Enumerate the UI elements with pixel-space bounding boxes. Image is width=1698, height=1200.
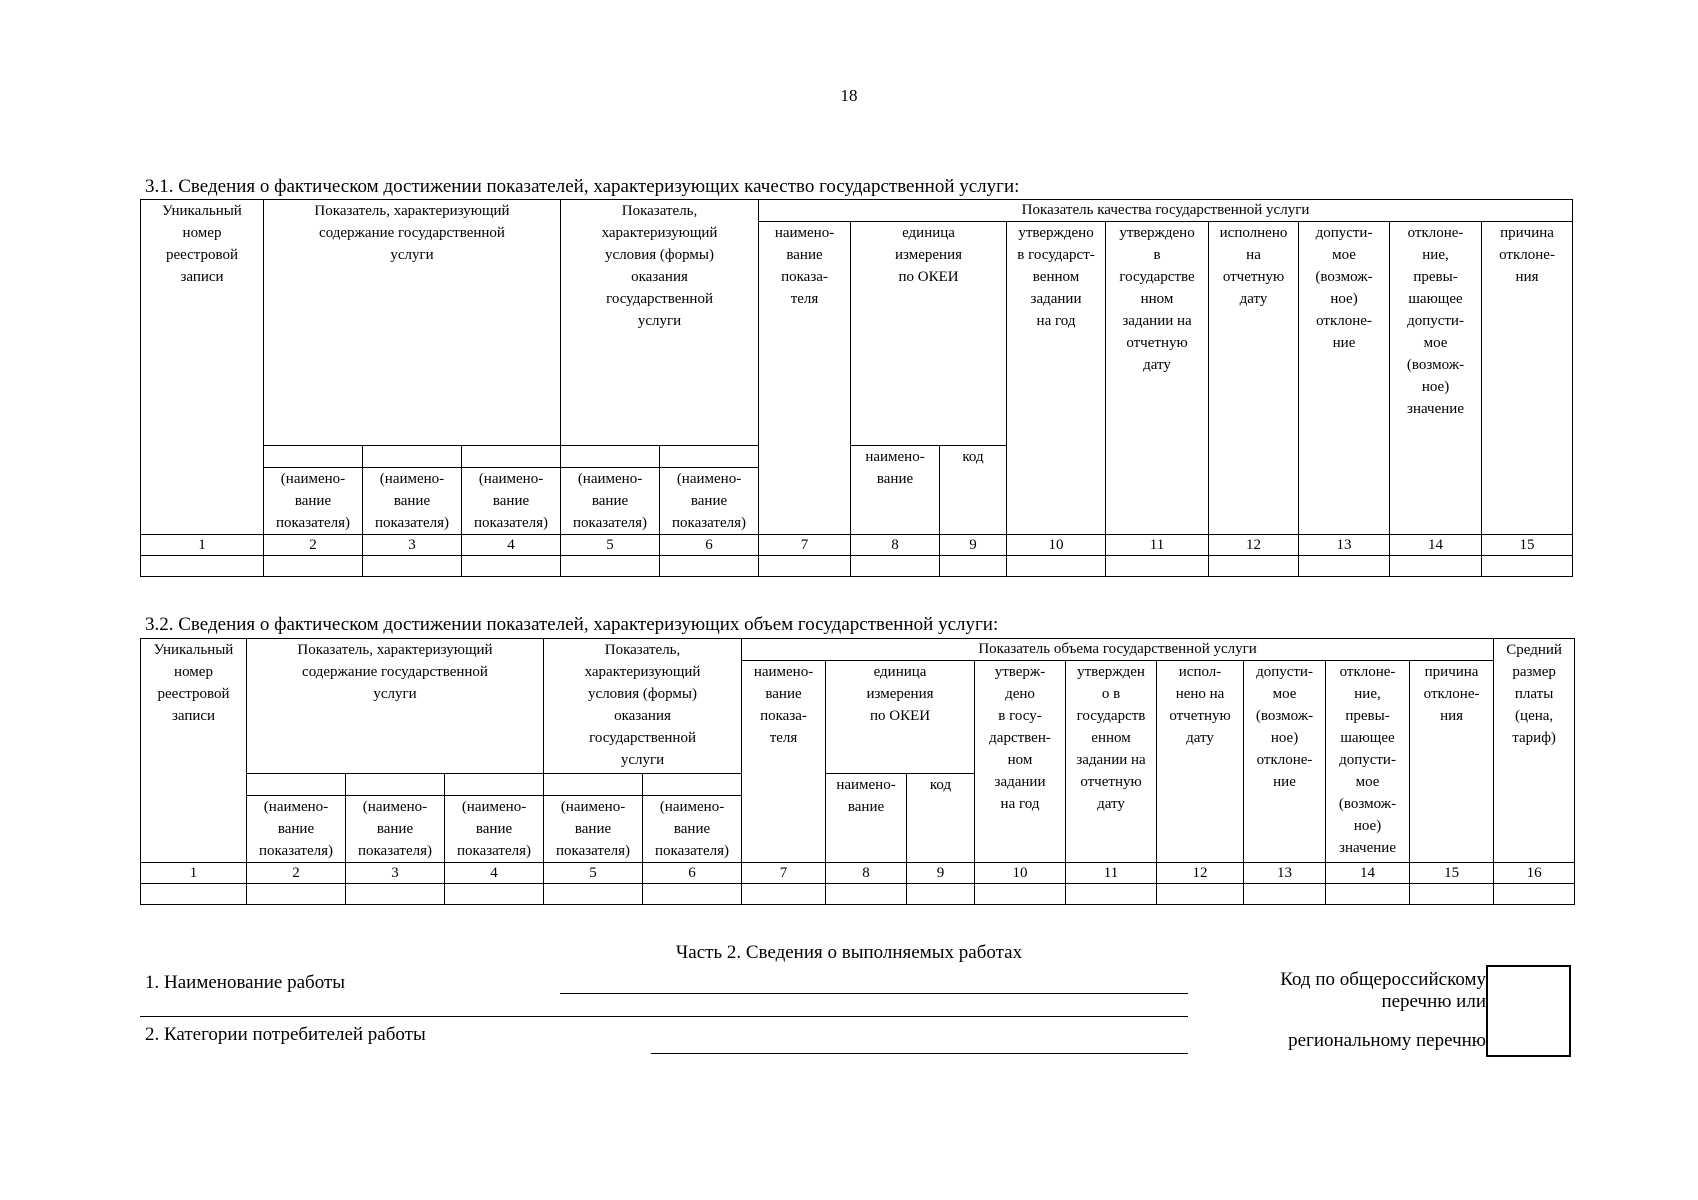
t32-col-name: наимено- вание показа- теля bbox=[742, 661, 826, 863]
consumers-field[interactable] bbox=[651, 1053, 1188, 1054]
t32-colnum: 4 bbox=[445, 863, 544, 884]
t31-sub-empty bbox=[363, 446, 462, 468]
t32-col-content: Показатель, характеризующий содержание государственной услуги bbox=[247, 639, 544, 774]
t32-colnum: 8 bbox=[826, 863, 907, 884]
t31-col-approved-date: утверждено в государстве нном задании на отчетную дату bbox=[1106, 222, 1209, 535]
t32-colnum: 13 bbox=[1244, 863, 1326, 884]
t31-colnum: 2 bbox=[264, 535, 363, 556]
t32-data-cell[interactable] bbox=[141, 884, 247, 905]
work-name-label: 1. Наименование работы bbox=[145, 972, 346, 993]
part2-title: Часть 2. Сведения о выполняемых работах bbox=[675, 942, 1023, 963]
code-box[interactable] bbox=[1486, 965, 1571, 1057]
consumers-label: 2. Категории потребителей работы bbox=[145, 1024, 426, 1045]
t31-colnum: 9 bbox=[940, 535, 1007, 556]
t31-data-cell[interactable] bbox=[1390, 556, 1482, 577]
t31-data-cell[interactable] bbox=[759, 556, 851, 577]
work-name-field[interactable] bbox=[560, 993, 1188, 994]
t32-data-cell[interactable] bbox=[1410, 884, 1494, 905]
t32-colnum: 5 bbox=[544, 863, 643, 884]
t31-data-cell[interactable] bbox=[940, 556, 1007, 577]
t32-data-cell[interactable] bbox=[1326, 884, 1410, 905]
t31-data-cell[interactable] bbox=[1299, 556, 1390, 577]
t32-colnum: 2 bbox=[247, 863, 346, 884]
t31-colnum: 10 bbox=[1007, 535, 1106, 556]
t31-colnum: 14 bbox=[1390, 535, 1482, 556]
t31-data-cell[interactable] bbox=[1007, 556, 1106, 577]
t31-data-cell[interactable] bbox=[1482, 556, 1573, 577]
t31-col-done: исполнено на отчетную дату bbox=[1209, 222, 1299, 535]
t32-data-cell[interactable] bbox=[1066, 884, 1157, 905]
t31-data-cell[interactable] bbox=[851, 556, 940, 577]
t32-col-exceed: отклоне- ние, превы- шающее допусти- мое (возмож- ное) значение bbox=[1326, 661, 1410, 863]
t31-sub-indicator-3: (наимено- вание показателя) bbox=[363, 468, 462, 535]
t31-data-cell[interactable] bbox=[264, 556, 363, 577]
t32-sub-empty bbox=[445, 774, 544, 796]
t31-col-unit: единица измерения по ОКЕИ bbox=[851, 222, 1007, 446]
t32-data-cell[interactable] bbox=[826, 884, 907, 905]
t32-data-cell[interactable] bbox=[544, 884, 643, 905]
t32-sub-indicator-3: (наимено- вание показателя) bbox=[346, 796, 445, 863]
t31-sub-empty bbox=[264, 446, 363, 468]
t31-sub-indicator-4: (наимено- вание показателя) bbox=[462, 468, 561, 535]
t31-data-cell[interactable] bbox=[561, 556, 660, 577]
t31-colnum: 5 bbox=[561, 535, 660, 556]
t31-data-cell[interactable] bbox=[363, 556, 462, 577]
t32-colnum: 6 bbox=[643, 863, 742, 884]
t32-data-cell[interactable] bbox=[907, 884, 975, 905]
t31-colnum: 12 bbox=[1209, 535, 1299, 556]
t32-col-approved-date: утвержден о в государств енном задании на отчетную дату bbox=[1066, 661, 1157, 863]
t32-col-allowed: допусти- мое (возмож- ное) отклоне- ние bbox=[1244, 661, 1326, 863]
t31-col-name: наимено- вание показа- теля bbox=[759, 222, 851, 535]
t32-sub-indicator-6: (наимено- вание показателя) bbox=[643, 796, 742, 863]
work-name-field-line2[interactable] bbox=[140, 1016, 1188, 1017]
t32-data-cell[interactable] bbox=[975, 884, 1066, 905]
table-31 bbox=[140, 199, 1573, 577]
t32-col-reason: причина отклоне- ния bbox=[1410, 661, 1494, 863]
t32-colnum: 9 bbox=[907, 863, 975, 884]
t32-col-approved-year: утверж- дено в госу- дарствен- ном задании на год bbox=[975, 661, 1066, 863]
t31-data-cell[interactable] bbox=[1209, 556, 1299, 577]
table-32 bbox=[140, 638, 1575, 905]
t31-sub-indicator-2: (наимено- вание показателя) bbox=[264, 468, 363, 535]
t32-sub-empty bbox=[544, 774, 643, 796]
t32-sub-empty bbox=[643, 774, 742, 796]
t31-col-allowed: допусти- мое (возмож- ное) отклоне- ние bbox=[1299, 222, 1390, 535]
t31-colnum: 8 bbox=[851, 535, 940, 556]
t32-col-done: испол- нено на отчетную дату bbox=[1157, 661, 1244, 863]
t31-colnum: 15 bbox=[1482, 535, 1573, 556]
t32-sub-empty bbox=[346, 774, 445, 796]
t32-col-fee: Средний размер платы (цена, тариф) bbox=[1494, 639, 1575, 863]
t31-colnum: 3 bbox=[363, 535, 462, 556]
t32-colnum: 3 bbox=[346, 863, 445, 884]
t32-data-cell[interactable] bbox=[1157, 884, 1244, 905]
t32-colnum: 15 bbox=[1410, 863, 1494, 884]
t31-col-unique: Уникальный номер реестровой записи bbox=[141, 200, 264, 535]
t32-unit-name: наимено- вание bbox=[826, 774, 907, 863]
t31-sub-indicator-5: (наимено- вание показателя) bbox=[561, 468, 660, 535]
t32-colnum: 10 bbox=[975, 863, 1066, 884]
t31-col-reason: причина отклоне- ния bbox=[1482, 222, 1573, 535]
t31-colnum: 4 bbox=[462, 535, 561, 556]
t31-data-cell[interactable] bbox=[660, 556, 759, 577]
t32-col-unique: Уникальный номер реестровой записи bbox=[141, 639, 247, 863]
t32-col-conditions: Показатель, характеризующий условия (формы) оказания государственной услуги bbox=[544, 639, 742, 774]
t31-col-conditions: Показатель, характеризующий условия (формы) оказания государственной услуги bbox=[561, 200, 759, 446]
code-label-line3: региональному перечню bbox=[1288, 1030, 1486, 1051]
t31-colnum: 6 bbox=[660, 535, 759, 556]
t32-data-cell[interactable] bbox=[1244, 884, 1326, 905]
t31-colnum: 13 bbox=[1299, 535, 1390, 556]
t32-data-cell[interactable] bbox=[346, 884, 445, 905]
t32-sub-indicator-2: (наимено- вание показателя) bbox=[247, 796, 346, 863]
t32-colnum: 11 bbox=[1066, 863, 1157, 884]
t32-data-cell[interactable] bbox=[643, 884, 742, 905]
t31-sub-indicator-6: (наимено- вание показателя) bbox=[660, 468, 759, 535]
t32-colnum: 14 bbox=[1326, 863, 1410, 884]
t31-unit-name: наимено- вание bbox=[851, 446, 940, 535]
t32-col-unit: единица измерения по ОКЕИ bbox=[826, 661, 975, 774]
section-31-title: 3.1. Сведения о фактическом достижении показателей, характеризующих качество государственной услуги: bbox=[145, 176, 1020, 197]
page-number: 18 bbox=[840, 86, 858, 105]
t31-data-cell[interactable] bbox=[141, 556, 264, 577]
t32-sub-indicator-4: (наимено- вание показателя) bbox=[445, 796, 544, 863]
code-label-line2: перечню или bbox=[1381, 991, 1486, 1012]
t32-data-cell[interactable] bbox=[742, 884, 826, 905]
t32-unit-code: код bbox=[907, 774, 975, 863]
t32-data-cell[interactable] bbox=[247, 884, 346, 905]
t31-colnum: 1 bbox=[141, 535, 264, 556]
t32-sub-empty bbox=[247, 774, 346, 796]
t32-data-cell[interactable] bbox=[1494, 884, 1575, 905]
t32-colnum: 1 bbox=[141, 863, 247, 884]
t31-col-content: Показатель, характеризующий содержание государственной услуги bbox=[264, 200, 561, 446]
t32-colnum: 7 bbox=[742, 863, 826, 884]
code-label-line1: Код по общероссийскому bbox=[1280, 969, 1486, 990]
t31-data-cell[interactable] bbox=[462, 556, 561, 577]
t32-colnum: 16 bbox=[1494, 863, 1575, 884]
t31-colnum: 11 bbox=[1106, 535, 1209, 556]
t32-sub-indicator-5: (наимено- вание показателя) bbox=[544, 796, 643, 863]
section-32-title: 3.2. Сведения о фактическом достижении показателей, характеризующих объем государственной услуги: bbox=[145, 614, 999, 635]
t31-group-header: Показатель качества государственной услуги bbox=[759, 200, 1573, 222]
t31-data-cell[interactable] bbox=[1106, 556, 1209, 577]
t31-sub-empty bbox=[462, 446, 561, 468]
t31-sub-empty bbox=[660, 446, 759, 468]
t32-data-cell[interactable] bbox=[445, 884, 544, 905]
t31-unit-code: код bbox=[940, 446, 1007, 535]
t31-col-approved-year: утверждено в государст- венном задании на год bbox=[1007, 222, 1106, 535]
t32-colnum: 12 bbox=[1157, 863, 1244, 884]
t31-sub-empty bbox=[561, 446, 660, 468]
t32-group-header: Показатель объема государственной услуги bbox=[742, 639, 1494, 661]
t31-col-exceed: отклоне- ние, превы- шающее допусти- мое (возмож- ное) значение bbox=[1390, 222, 1482, 535]
t31-colnum: 7 bbox=[759, 535, 851, 556]
